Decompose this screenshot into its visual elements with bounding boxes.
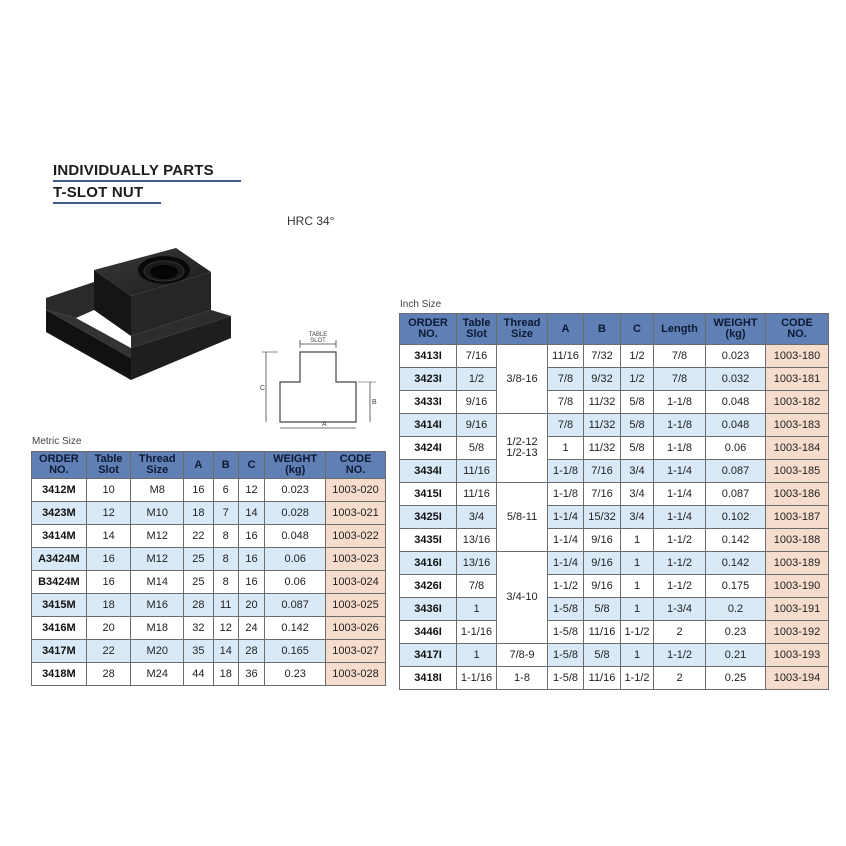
order-no-cell: 3436I [400, 598, 457, 621]
dim-a-cell: 28 [184, 594, 213, 617]
diagram-table-label: TABLE [308, 332, 328, 338]
order-no-cell: 3423I [400, 368, 457, 391]
dim-c-cell: 28 [238, 640, 264, 663]
inch-caption: Inch Size [400, 299, 442, 310]
table-slot-cell: 13/16 [457, 552, 497, 575]
dim-a-cell: 11/16 [548, 345, 584, 368]
table-row [32, 571, 386, 594]
table-slot-cell: 9/16 [457, 414, 497, 437]
weight-cell: 0.142 [265, 617, 326, 640]
dim-c-cell: 1 [621, 598, 654, 621]
dim-b-cell: 11/16 [584, 667, 621, 690]
table-row [400, 575, 829, 598]
metric-header-c: C [238, 452, 264, 479]
dim-b-cell: 8 [213, 548, 238, 571]
dim-b-cell: 8 [213, 525, 238, 548]
dim-b-cell: 7/16 [584, 460, 621, 483]
heading-underline-1 [53, 180, 241, 182]
dim-a-cell: 1-1/4 [548, 529, 584, 552]
length-cell: 1-1/2 [654, 644, 706, 667]
weight-cell: 0.06 [706, 437, 766, 460]
dim-b-cell: 7/32 [584, 345, 621, 368]
table-slot-cell: 1-1/16 [457, 621, 497, 644]
order-no-cell: 3414I [400, 414, 457, 437]
code-no-cell: 1003-190 [766, 575, 829, 598]
weight-cell: 0.142 [706, 552, 766, 575]
code-no-cell: 1003-025 [326, 594, 386, 617]
code-no-cell: 1003-021 [326, 502, 386, 525]
heading-line-1: INDIVIDUALLY PARTS [53, 162, 214, 179]
metric-header-thread: Thread Size [131, 452, 184, 479]
weight-cell: 0.087 [706, 460, 766, 483]
table-row [32, 548, 386, 571]
dim-a-cell: 25 [184, 548, 213, 571]
dim-b-cell: 8 [213, 571, 238, 594]
table-row [400, 506, 829, 529]
inch-header-row [400, 314, 829, 345]
dim-a-cell: 1-5/8 [548, 644, 584, 667]
table-slot-cell: 5/8 [457, 437, 497, 460]
inch-header-a: A [548, 314, 584, 345]
inch-header-slot: Table Slot [457, 314, 497, 345]
thread-size-cell: M8 [131, 479, 184, 502]
dim-b-cell: 11/16 [584, 621, 621, 644]
weight-cell: 0.102 [706, 506, 766, 529]
length-cell: 1-1/8 [654, 437, 706, 460]
dim-a-cell: 16 [184, 479, 213, 502]
inch-header-weight: WEIGHT (kg) [706, 314, 766, 345]
weight-cell: 0.165 [265, 640, 326, 663]
table-row [400, 667, 829, 690]
code-no-cell: 1003-186 [766, 483, 829, 506]
order-no-cell: 3416M [32, 617, 87, 640]
weight-cell: 0.21 [706, 644, 766, 667]
table-slot-cell: 16 [86, 548, 131, 571]
thread-size-cell: M12 [131, 548, 184, 571]
weight-cell: 0.023 [265, 479, 326, 502]
dim-a-cell: 32 [184, 617, 213, 640]
table-slot-cell: 16 [86, 571, 131, 594]
table-row [32, 594, 386, 617]
code-no-cell: 1003-027 [326, 640, 386, 663]
code-no-cell: 1003-193 [766, 644, 829, 667]
dim-b-cell: 11/32 [584, 414, 621, 437]
code-no-cell: 1003-189 [766, 552, 829, 575]
table-slot-cell: 1 [457, 598, 497, 621]
metric-header-row [32, 452, 386, 479]
weight-cell: 0.25 [706, 667, 766, 690]
dim-a-cell: 25 [184, 571, 213, 594]
diagram-a-label: A [322, 421, 327, 428]
weight-cell: 0.06 [265, 571, 326, 594]
code-no-cell: 1003-182 [766, 391, 829, 414]
dim-a-cell: 35 [184, 640, 213, 663]
dim-c-cell: 36 [238, 663, 264, 686]
dim-a-cell: 1-5/8 [548, 667, 584, 690]
diagram-b-label: B [372, 399, 377, 406]
order-no-cell: 3446I [400, 621, 457, 644]
dim-c-cell: 12 [238, 479, 264, 502]
dim-c-cell: 1 [621, 644, 654, 667]
table-slot-cell: 14 [86, 525, 131, 548]
diagram-c-label: C [260, 385, 266, 392]
dim-a-cell: 1-5/8 [548, 598, 584, 621]
thread-size-text: 1/2-12 [506, 436, 538, 448]
thread-size-cell [497, 414, 548, 483]
dim-c-cell: 5/8 [621, 391, 654, 414]
order-no-cell: 3417I [400, 644, 457, 667]
weight-cell: 0.23 [706, 621, 766, 644]
table-row [400, 598, 829, 621]
code-no-cell: 1003-020 [326, 479, 386, 502]
dim-a-cell: 1 [548, 437, 584, 460]
dim-b-cell: 11/32 [584, 437, 621, 460]
table-slot-cell: 3/4 [457, 506, 497, 529]
table-row [400, 483, 829, 506]
thread-size-cell: M20 [131, 640, 184, 663]
table-slot-cell: 12 [86, 502, 131, 525]
dim-c-cell: 16 [238, 525, 264, 548]
thread-size-cell: 5/8-11 [497, 483, 548, 552]
metric-header-order: ORDER NO. [32, 452, 87, 479]
dim-b-cell: 12 [213, 617, 238, 640]
weight-cell: 0.028 [265, 502, 326, 525]
length-cell: 1-1/2 [654, 552, 706, 575]
dim-a-cell: 1-1/8 [548, 460, 584, 483]
inch-size-table [399, 313, 829, 690]
order-no-cell: A3424M [32, 548, 87, 571]
order-no-cell: 3413I [400, 345, 457, 368]
dim-c-cell: 16 [238, 548, 264, 571]
hardness-label: HRC 34° [287, 214, 335, 228]
dim-c-cell: 1-1/2 [621, 621, 654, 644]
length-cell: 1-1/2 [654, 575, 706, 598]
inch-header-thread: Thread Size [497, 314, 548, 345]
table-slot-cell: 13/16 [457, 529, 497, 552]
thread-size-text: 1/2-13 [506, 447, 538, 459]
dim-c-cell: 1 [621, 575, 654, 598]
inch-header-length: Length [654, 314, 706, 345]
table-row [32, 640, 386, 663]
inch-header-c: C [621, 314, 654, 345]
metric-header-slot: Table Slot [86, 452, 131, 479]
length-cell: 1-1/4 [654, 483, 706, 506]
length-cell: 1-1/8 [654, 414, 706, 437]
dim-c-cell: 3/4 [621, 506, 654, 529]
dim-c-cell: 3/4 [621, 460, 654, 483]
order-no-cell: 3412M [32, 479, 87, 502]
dim-c-cell: 5/8 [621, 437, 654, 460]
thread-size-cell: 3/8-16 [497, 345, 548, 414]
weight-cell: 0.087 [265, 594, 326, 617]
thread-size-cell: M10 [131, 502, 184, 525]
table-slot-cell: 11/16 [457, 460, 497, 483]
order-no-cell: 3435I [400, 529, 457, 552]
thread-size-cell: 7/8-9 [497, 644, 548, 667]
dim-b-cell: 14 [213, 640, 238, 663]
dim-a-cell: 7/8 [548, 414, 584, 437]
code-no-cell: 1003-185 [766, 460, 829, 483]
dim-b-cell: 15/32 [584, 506, 621, 529]
code-no-cell: 1003-188 [766, 529, 829, 552]
table-slot-cell: 1 [457, 644, 497, 667]
dimension-diagram [252, 330, 392, 432]
order-no-cell: 3426I [400, 575, 457, 598]
table-slot-cell: 20 [86, 617, 131, 640]
dim-c-cell: 20 [238, 594, 264, 617]
dim-a-cell: 7/8 [548, 391, 584, 414]
dim-c-cell: 5/8 [621, 414, 654, 437]
dim-c-cell: 1 [621, 552, 654, 575]
metric-caption: Metric Size [32, 436, 82, 447]
table-row [32, 663, 386, 686]
table-row [32, 502, 386, 525]
code-no-cell: 1003-184 [766, 437, 829, 460]
table-row [400, 552, 829, 575]
inch-header-order: ORDER NO. [400, 314, 457, 345]
weight-cell: 0.2 [706, 598, 766, 621]
dim-c-cell: 3/4 [621, 483, 654, 506]
order-no-cell: B3424M [32, 571, 87, 594]
code-no-cell: 1003-191 [766, 598, 829, 621]
dim-c-cell: 1-1/2 [621, 667, 654, 690]
weight-cell: 0.048 [706, 414, 766, 437]
weight-cell: 0.23 [265, 663, 326, 686]
code-no-cell: 1003-194 [766, 667, 829, 690]
dim-a-cell: 1-1/4 [548, 506, 584, 529]
dim-c-cell: 16 [238, 571, 264, 594]
order-no-cell: 3418I [400, 667, 457, 690]
dim-b-cell: 9/16 [584, 575, 621, 598]
order-no-cell: 3415M [32, 594, 87, 617]
thread-size-cell: M12 [131, 525, 184, 548]
dim-b-cell: 18 [213, 663, 238, 686]
table-row [400, 437, 829, 460]
dim-a-cell: 44 [184, 663, 213, 686]
order-no-cell: 3425I [400, 506, 457, 529]
order-no-cell: 3417M [32, 640, 87, 663]
weight-cell: 0.06 [265, 548, 326, 571]
t-slot-nut-image [36, 240, 236, 400]
table-row [400, 529, 829, 552]
length-cell: 1-1/2 [654, 529, 706, 552]
thread-size-cell: 3/4-10 [497, 552, 548, 644]
dim-a-cell: 1-5/8 [548, 621, 584, 644]
weight-cell: 0.048 [265, 525, 326, 548]
table-row [32, 617, 386, 640]
dim-b-cell: 7/16 [584, 483, 621, 506]
weight-cell: 0.142 [706, 529, 766, 552]
heading-underline-2 [53, 202, 161, 204]
dim-b-cell: 6 [213, 479, 238, 502]
length-cell: 7/8 [654, 345, 706, 368]
dim-a-cell: 18 [184, 502, 213, 525]
dim-c-cell: 1/2 [621, 345, 654, 368]
order-no-cell: 3416I [400, 552, 457, 575]
order-no-cell: 3414M [32, 525, 87, 548]
table-row [400, 644, 829, 667]
dim-b-cell: 9/16 [584, 552, 621, 575]
length-cell: 2 [654, 621, 706, 644]
thread-size-cell: M14 [131, 571, 184, 594]
thread-size-cell: M16 [131, 594, 184, 617]
dim-a-cell: 1-1/8 [548, 483, 584, 506]
inch-header-code: CODE NO. [766, 314, 829, 345]
length-cell: 7/8 [654, 368, 706, 391]
code-no-cell: 1003-022 [326, 525, 386, 548]
order-no-cell: 3423M [32, 502, 87, 525]
code-no-cell: 1003-026 [326, 617, 386, 640]
table-slot-cell: 1-1/16 [457, 667, 497, 690]
length-cell: 1-1/4 [654, 506, 706, 529]
dim-b-cell: 11 [213, 594, 238, 617]
code-no-cell: 1003-180 [766, 345, 829, 368]
dim-c-cell: 1 [621, 529, 654, 552]
diagram-slot-label: SLOT [310, 338, 326, 344]
dim-c-cell: 24 [238, 617, 264, 640]
dim-b-cell: 11/32 [584, 391, 621, 414]
dim-c-cell: 1/2 [621, 368, 654, 391]
table-slot-cell: 9/16 [457, 391, 497, 414]
table-row [400, 368, 829, 391]
dim-b-cell: 9/32 [584, 368, 621, 391]
dim-a-cell: 1-1/4 [548, 552, 584, 575]
table-slot-cell: 1/2 [457, 368, 497, 391]
table-row [400, 345, 829, 368]
order-no-cell: 3433I [400, 391, 457, 414]
length-cell: 2 [654, 667, 706, 690]
thread-size-cell: M24 [131, 663, 184, 686]
length-cell: 1-1/8 [654, 391, 706, 414]
table-slot-cell: 22 [86, 640, 131, 663]
dim-a-cell: 7/8 [548, 368, 584, 391]
code-no-cell: 1003-183 [766, 414, 829, 437]
inch-header-b: B [584, 314, 621, 345]
order-no-cell: 3424I [400, 437, 457, 460]
table-slot-cell: 11/16 [457, 483, 497, 506]
length-cell: 1-3/4 [654, 598, 706, 621]
table-row [400, 460, 829, 483]
dim-a-cell: 22 [184, 525, 213, 548]
table-slot-cell: 10 [86, 479, 131, 502]
dim-b-cell: 5/8 [584, 644, 621, 667]
weight-cell: 0.048 [706, 391, 766, 414]
dim-b-cell: 7 [213, 502, 238, 525]
dim-c-cell: 14 [238, 502, 264, 525]
table-row [400, 391, 829, 414]
code-no-cell: 1003-181 [766, 368, 829, 391]
code-no-cell: 1003-023 [326, 548, 386, 571]
table-row [32, 479, 386, 502]
table-slot-cell: 7/8 [457, 575, 497, 598]
table-slot-cell: 28 [86, 663, 131, 686]
metric-header-weight: WEIGHT (kg) [265, 452, 326, 479]
table-row [400, 621, 829, 644]
table-slot-cell: 18 [86, 594, 131, 617]
weight-cell: 0.023 [706, 345, 766, 368]
code-no-cell: 1003-024 [326, 571, 386, 594]
order-no-cell: 3415I [400, 483, 457, 506]
metric-header-a: A [184, 452, 213, 479]
metric-header-code: CODE NO. [326, 452, 386, 479]
length-cell: 1-1/4 [654, 460, 706, 483]
code-no-cell: 1003-187 [766, 506, 829, 529]
order-no-cell: 3418M [32, 663, 87, 686]
weight-cell: 0.032 [706, 368, 766, 391]
order-no-cell: 3434I [400, 460, 457, 483]
weight-cell: 0.087 [706, 483, 766, 506]
metric-size-table [31, 451, 386, 686]
weight-cell: 0.175 [706, 575, 766, 598]
table-slot-cell: 7/16 [457, 345, 497, 368]
heading-line-2: T-SLOT NUT [53, 184, 144, 201]
dim-b-cell: 9/16 [584, 529, 621, 552]
metric-header-b: B [213, 452, 238, 479]
dim-b-cell: 5/8 [584, 598, 621, 621]
dim-a-cell: 1-1/2 [548, 575, 584, 598]
code-no-cell: 1003-028 [326, 663, 386, 686]
code-no-cell: 1003-192 [766, 621, 829, 644]
thread-size-cell: M18 [131, 617, 184, 640]
table-row [32, 525, 386, 548]
table-row [400, 414, 829, 437]
thread-size-cell: 1-8 [497, 667, 548, 690]
